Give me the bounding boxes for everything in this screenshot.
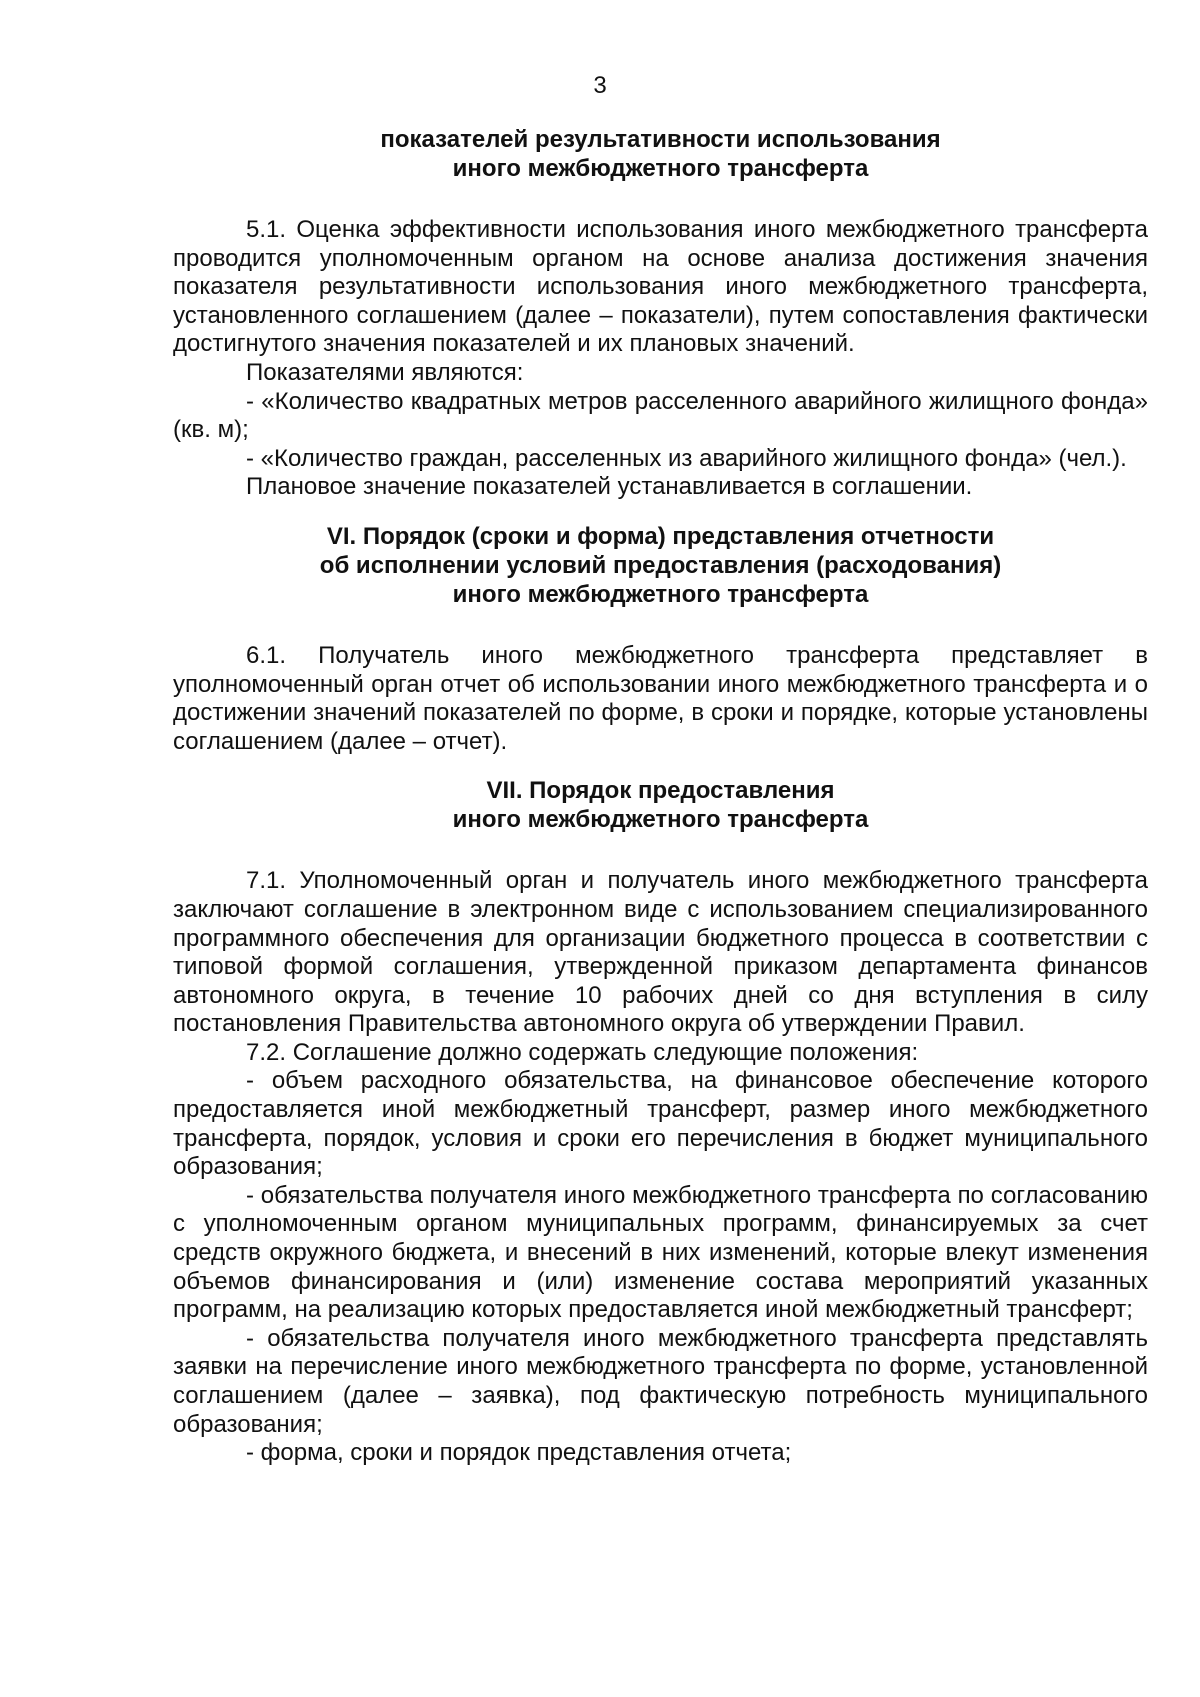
paragraph-6-1: 6.1. Получатель иного межбюджетного трансферта представляет в уполномоченный орган отчет об использовании иного межбюджетного трансферта и о достижении значений показателей по форме, в сроки и порядке, которые установлены соглашением (далее – отчет).	[173, 641, 1148, 755]
paragraph-7-1: 7.1. Уполномоченный орган и получатель иного межбюджетного трансферта заключают соглашение в электронном виде с использованием специализированного программного обеспечения для организации бюджетного процесса в соответствии с типовой формой соглашения, утвержденной приказом департамента финансов автономного округа, в течение 10 рабочих дней со дня вступления в силу постановления Правительства автономного округа об утверждении Правил.	[173, 867, 1148, 1038]
list-item-programs-obligation: - обязательства получателя иного межбюджетного трансферта по согласованию с уполномоченным органом муниципальных программ, финансируемых за счет средств окружного бюджета, и внесений в них изменений, которые влекут изменения объемов финансирования и (или) изменение состава мероприятий указанных программ, на реализацию которых предоставляется иной межбюджетный трансферт;	[173, 1181, 1148, 1324]
list-item-expenditure-obligation: - объем расходного обязательства, на финансовое обеспечение которого предоставляется иной межбюджетный трансферт, размер иного межбюджетного трансферта, порядок, условия и сроки его перечисления в бюджет муниципального образования;	[173, 1067, 1148, 1181]
list-item-indicator-citizens: - «Количество граждан, расселенных из аварийного жилищного фонда» (чел.).	[246, 444, 1127, 472]
section-vi-heading	[173, 522, 1148, 609]
section-v-heading	[173, 125, 1148, 183]
paragraph-planned-value: Плановое значение показателей устанавливается в соглашении.	[246, 473, 973, 501]
page-number: 3	[593, 72, 607, 99]
paragraph-5-1: 5.1. Оценка эффективности использования иного межбюджетного трансферта проводится уполномоченным органом на основе анализа достижения значения показателя результативности использования иного межбюджетного трансферта, установленного соглашением (далее – показатели), путем сопоставления фактически достигнутого значения показателей и их плановых значений.	[173, 216, 1148, 358]
list-item-report-form: - форма, сроки и порядок представления отчета;	[246, 1439, 792, 1467]
paragraph-7-2: 7.2. Соглашение должно содержать следующие положения:	[246, 1038, 919, 1066]
paragraph-indicators-intro: Показателями являются:	[246, 358, 524, 386]
heading-line: показателей результативности использования	[380, 126, 941, 153]
heading-line: иного межбюджетного трансферта	[452, 580, 869, 608]
document-body	[173, 125, 1148, 1468]
heading-line: об исполнении условий предоставления (расходования)	[319, 551, 1002, 579]
heading-line: VI. Порядок (сроки и форма) представления отчетности	[326, 522, 995, 550]
section-vii-heading	[173, 776, 1148, 834]
heading-line: VII. Порядок предоставления	[486, 777, 835, 805]
list-item-indicator-sqm: - «Количество квадратных метров расселенного аварийного жилищного фонда» (кв. м);	[173, 387, 1148, 444]
heading-line: иного межбюджетного трансферта	[452, 155, 869, 182]
heading-line: иного межбюджетного трансферта	[452, 806, 869, 834]
list-item-applications-obligation: - обязательства получателя иного межбюджетного трансферта представлять заявки на перечисление иного межбюджетного трансферта по форме, установленной соглашением (далее – заявка), под фактическую потребность муниципального образования;	[173, 1324, 1148, 1438]
